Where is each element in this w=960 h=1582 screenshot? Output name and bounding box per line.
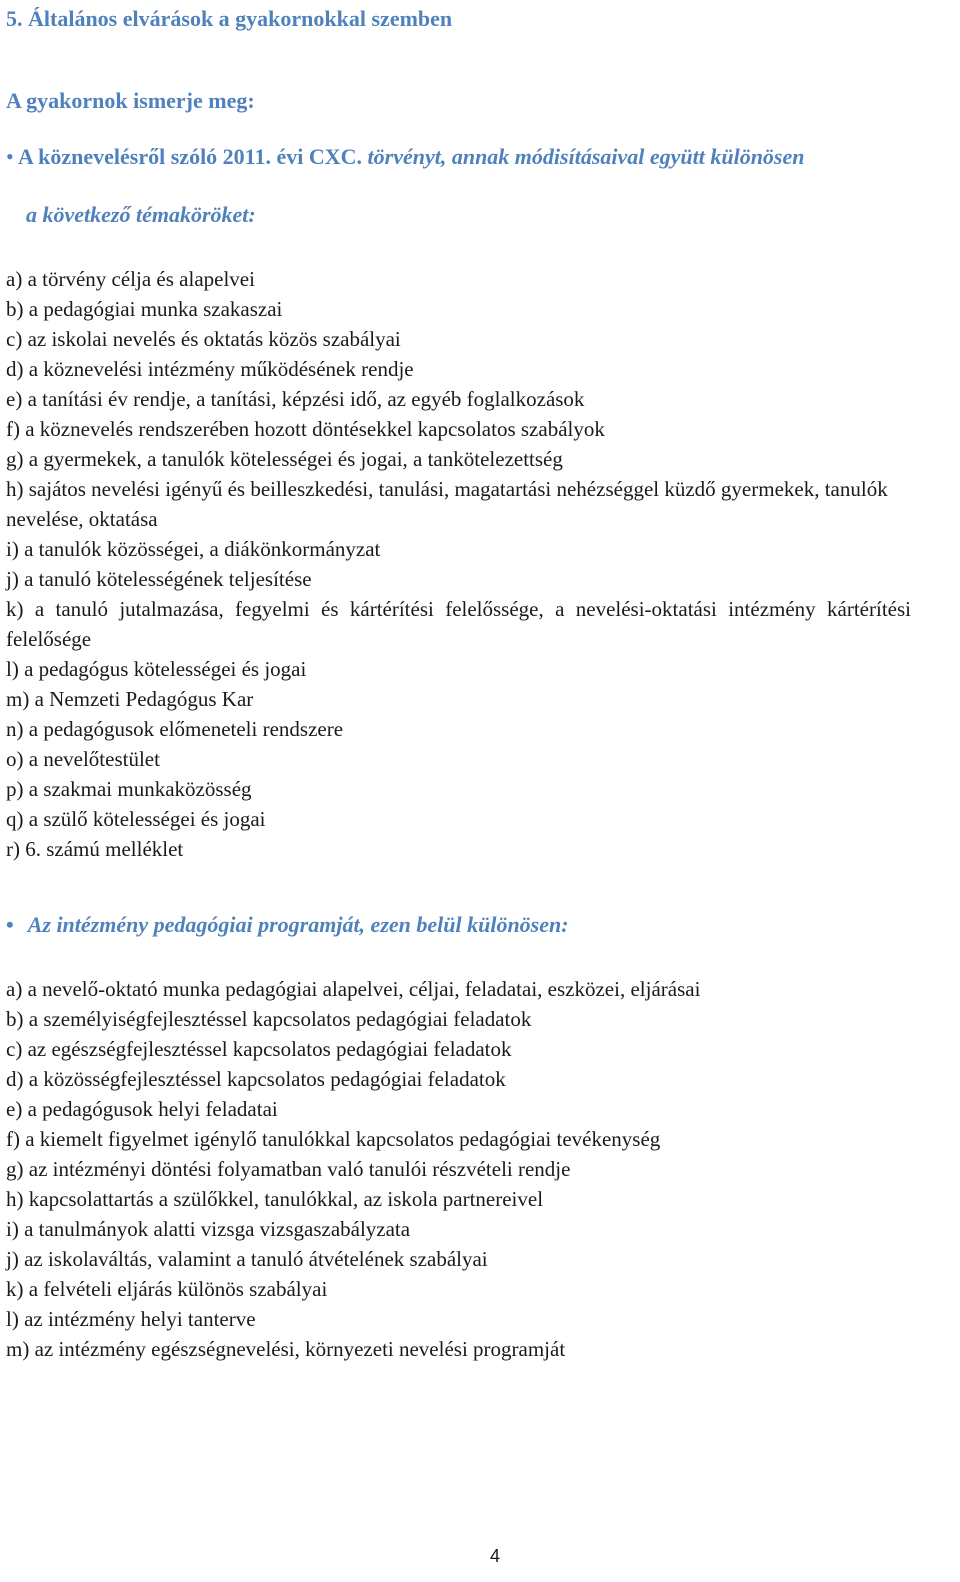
list-item: a) a nevelő-oktató munka pedagógiai alapelvei, céljai, feladatai, eszközei, eljárásai xyxy=(6,977,701,1001)
list-item: l) az intézmény helyi tanterve xyxy=(6,1307,256,1331)
bullet-program xyxy=(6,912,569,938)
page-number: 4 xyxy=(490,1546,501,1566)
list-item: l) a pedagógus kötelességei és jogai xyxy=(6,657,307,681)
law-topics-list xyxy=(6,264,911,864)
intro-heading: A gyakornok ismerje meg: xyxy=(6,88,255,113)
list-item: b) a személyiségfejlesztéssel kapcsolatos pedagógiai feladatok xyxy=(6,1007,532,1031)
bullet-law-lead: A köznevelésről szóló 2011. évi CXC. xyxy=(13,144,363,169)
list-item: e) a tanítási év rendje, a tanítási, képzési idő, az egyéb foglalkozások xyxy=(6,387,585,411)
list-item: f) a kiemelt figyelmet igénylő tanulókkal kapcsolatos pedagógiai tevékenység xyxy=(6,1127,661,1151)
bullet-dot: • xyxy=(6,144,14,169)
list-item: i) a tanulmányok alatti vizsga vizsgaszabályzata xyxy=(6,1217,411,1241)
list-item: i) a tanulók közösségei, a diákönkormányzat xyxy=(6,537,381,561)
list-item: g) a gyermekek, a tanulók kötelességei és jogai, a tankötelezettség xyxy=(6,447,563,471)
list-item: d) a köznevelési intézmény működésének rendje xyxy=(6,357,414,381)
list-item: p) a szakmai munkaközösség xyxy=(6,777,252,801)
list-item: m) a Nemzeti Pedagógus Kar xyxy=(6,687,254,711)
list-item: h) sajátos nevelési igényű és beilleszkedési, tanulási, magatartási nehézséggel küzdő gyermekek, tanulók nevelése, oktatása xyxy=(6,477,888,531)
list-item: c) az egészségfejlesztéssel kapcsolatos pedagógiai feladatok xyxy=(6,1037,512,1061)
list-item: j) az iskolaváltás, valamint a tanuló átvételének szabályai xyxy=(6,1247,488,1271)
list-item: b) a pedagógiai munka szakaszai xyxy=(6,297,283,321)
list-item: a) a törvény célja és alapelvei xyxy=(6,267,255,291)
list-item: k) a tanuló jutalmazása, fegyelmi és kártérítési felelőssége, a nevelési-oktatási intézmény kártérítési felelősége xyxy=(6,597,911,651)
bullet-law xyxy=(6,144,805,170)
list-item: h) kapcsolattartás a szülőkkel, tanulókkal, az iskola partnereivel xyxy=(6,1187,544,1211)
list-item: e) a pedagógusok helyi feladatai xyxy=(6,1097,278,1121)
list-item: q) a szülő kötelességei és jogai xyxy=(6,807,266,831)
list-item: o) a nevelőtestület xyxy=(6,747,160,771)
list-item: k) a felvételi eljárás különös szabályai xyxy=(6,1277,328,1301)
bullet-law-continuation: a következő témaköröket: xyxy=(26,202,256,227)
bullet-program-text: Az intézmény pedagógiai programját, ezen belül különösen: xyxy=(27,912,569,937)
list-item: c) az iskolai nevelés és oktatás közös szabályai xyxy=(6,327,401,351)
bullet-law-rest: törvényt, annak módisításaival együtt különösen xyxy=(362,144,805,169)
list-item: r) 6. számú melléklet xyxy=(6,837,184,861)
program-topics-list xyxy=(6,974,700,1364)
list-item: m) az intézmény egészségnevelési, környezeti nevelési programját xyxy=(6,1337,566,1361)
list-item: j) a tanuló kötelességének teljesítése xyxy=(6,567,312,591)
bullet-dot: • xyxy=(6,912,14,937)
list-item: g) az intézményi döntési folyamatban való tanulói részvételi rendje xyxy=(6,1157,571,1181)
list-item: n) a pedagógusok előmeneteli rendszere xyxy=(6,717,344,741)
section-heading: 5. Általános elvárások a gyakornokkal szemben xyxy=(6,6,453,31)
list-item: f) a köznevelés rendszerében hozott döntésekkel kapcsolatos szabályok xyxy=(6,417,605,441)
list-item: d) a közösségfejlesztéssel kapcsolatos pedagógiai feladatok xyxy=(6,1067,506,1091)
